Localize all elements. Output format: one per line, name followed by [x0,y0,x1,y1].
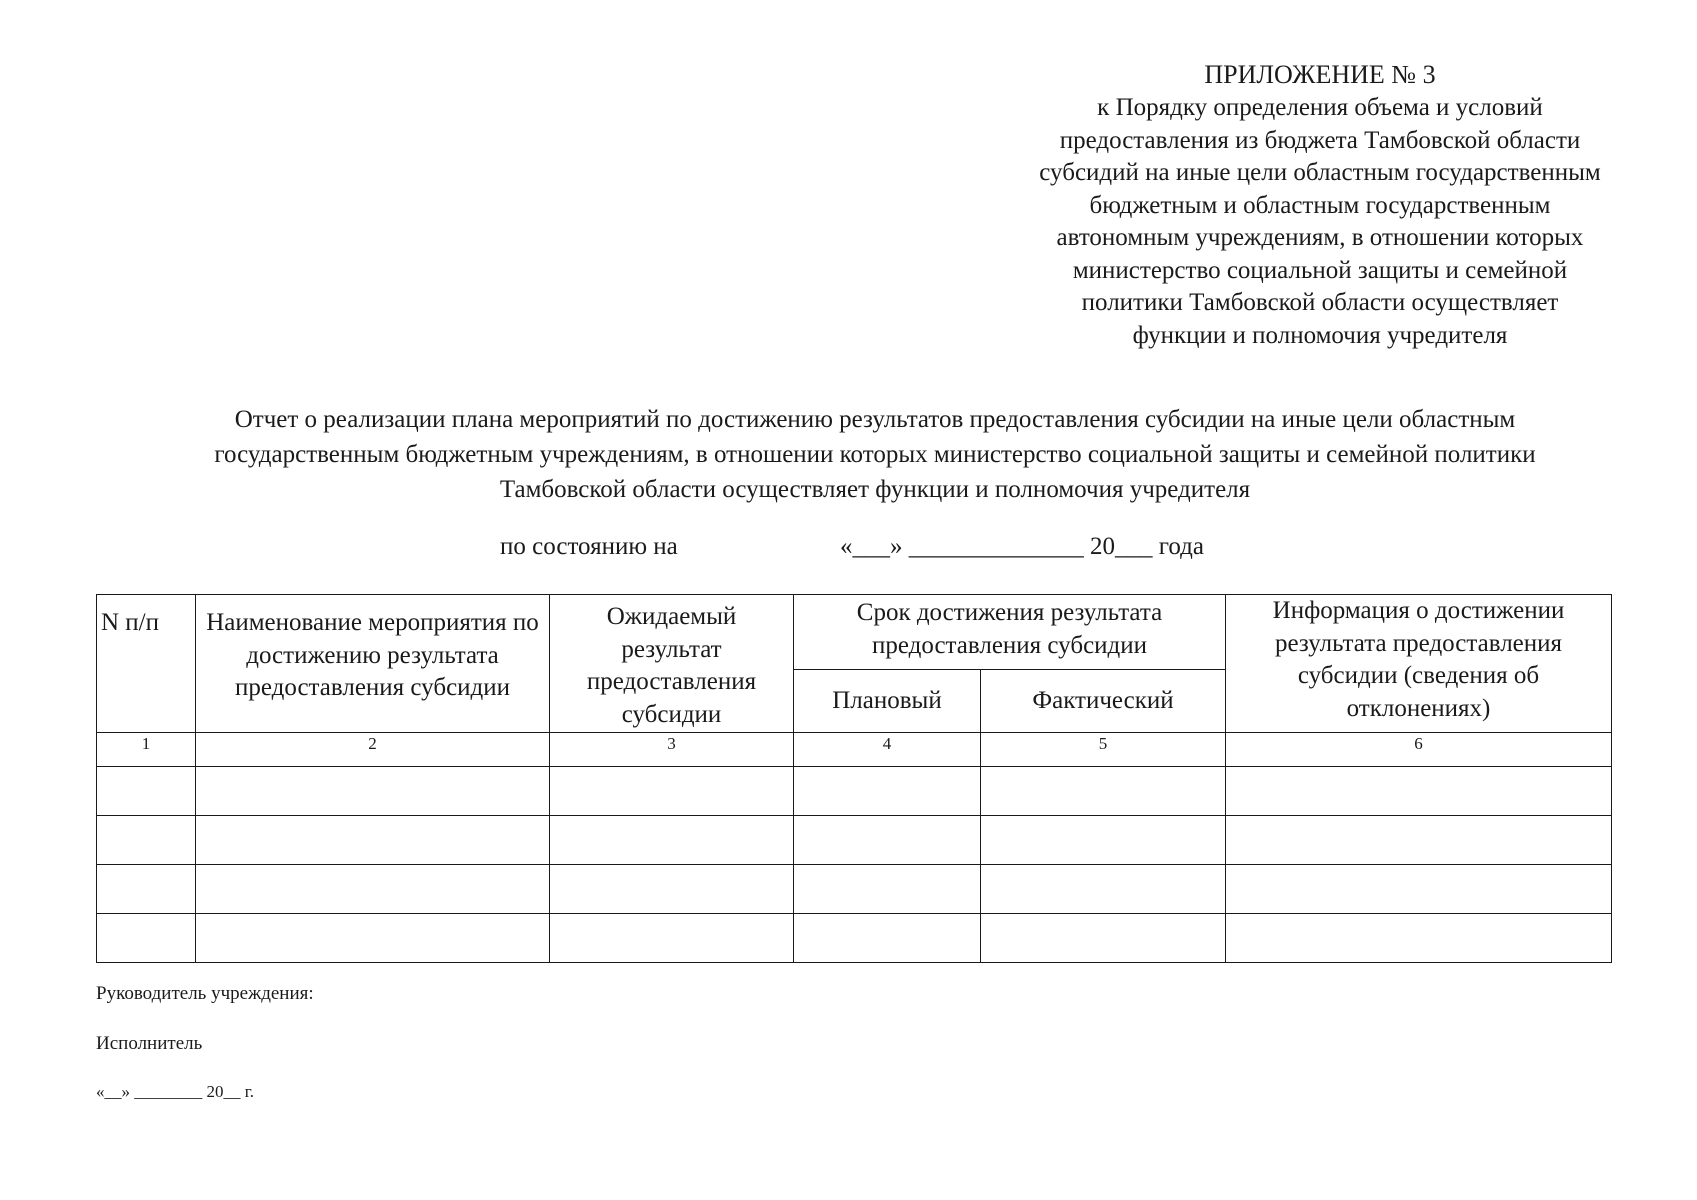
header-actual: Фактический [981,670,1226,733]
table-cell[interactable] [550,865,794,914]
header-planned: Плановый [794,670,981,733]
report-title-line: Тамбовской области осуществляет функции и полномочия учредителя [499,476,1251,503]
table-cell[interactable] [97,767,196,816]
as-of-label: по состоянию на [500,533,678,560]
appendix-line: функции и полномочия учредителя [1132,321,1508,349]
header-number: N п/п [97,595,196,733]
table-row [97,914,1612,963]
appendix-line: политики Тамбовской области осуществляет [1081,289,1559,316]
header-achievement-info: Информация о достижении результата предоставления субсидии (сведения об отклонениях) [1226,595,1612,733]
report-title-line: государственным бюджетным учреждениям, в отношении которых министерство социальной защиты и семейной политики [214,441,1536,468]
table-row [97,816,1612,865]
table-cell[interactable] [97,816,196,865]
table-cell[interactable] [794,914,981,963]
appendix-title: ПРИЛОЖЕНИЕ № 3 [1204,60,1436,89]
header-expected-result: Ожидаемый результат предоставления субсидии [550,595,794,733]
header-achievement-term: Срок достижения результата предоставления субсидии [794,595,1226,670]
column-number: 4 [794,733,981,767]
appendix-line: министерство социальной защиты и семейной [1072,256,1568,284]
column-number: 6 [1226,733,1612,767]
column-number: 1 [97,733,196,767]
table-cell[interactable] [196,767,550,816]
table-cell[interactable] [981,865,1226,914]
appendix-line: субсидий на иные цели областным государственным [1039,159,1601,186]
table-cell[interactable] [196,816,550,865]
column-number: 5 [981,733,1226,767]
appendix-line: к Порядку определения объема и условий [1097,94,1543,121]
table-cell[interactable] [1226,816,1612,865]
table-cell[interactable] [981,816,1226,865]
table-row [97,865,1612,914]
table-cell[interactable] [1226,767,1612,816]
appendix-line: бюджетным и областным государственным [1089,191,1551,219]
header-activity-name: Наименование мероприятия по достижению результата предоставления субсидии [196,595,550,733]
table-cell[interactable] [97,914,196,963]
executor-label: Исполнитель [96,1033,203,1054]
table-cell[interactable] [550,767,794,816]
column-number-row [97,733,1612,767]
appendix-line: предоставления из бюджета Тамбовской области [1059,126,1581,154]
as-of-date-field[interactable]: «___» ______________ 20___ года [840,533,1204,560]
table-cell[interactable] [794,865,981,914]
column-number: 2 [196,733,550,767]
signature-date-field[interactable]: «__» ________ 20__ г. [96,1082,255,1101]
table-cell[interactable] [196,865,550,914]
table-cell[interactable] [794,767,981,816]
table-cell[interactable] [981,914,1226,963]
table-cell[interactable] [794,816,981,865]
appendix-line: автономным учреждениям, в отношении которых [1056,224,1584,251]
table-row [97,767,1612,816]
head-of-institution-label: Руководитель учреждения: [96,983,314,1004]
report-table [96,594,1612,963]
report-title-line: Отчет о реализации плана мероприятий по достижению результатов предоставления субсидии на иные цели областным [234,406,1516,433]
table-cell[interactable] [550,914,794,963]
report-title [95,402,1655,507]
table-cell[interactable] [550,816,794,865]
table-cell[interactable] [196,914,550,963]
table-cell[interactable] [1226,865,1612,914]
table-cell[interactable] [97,865,196,914]
table-cell[interactable] [981,767,1226,816]
column-number: 3 [550,733,794,767]
appendix-header [1000,58,1640,352]
table-cell[interactable] [1226,914,1612,963]
